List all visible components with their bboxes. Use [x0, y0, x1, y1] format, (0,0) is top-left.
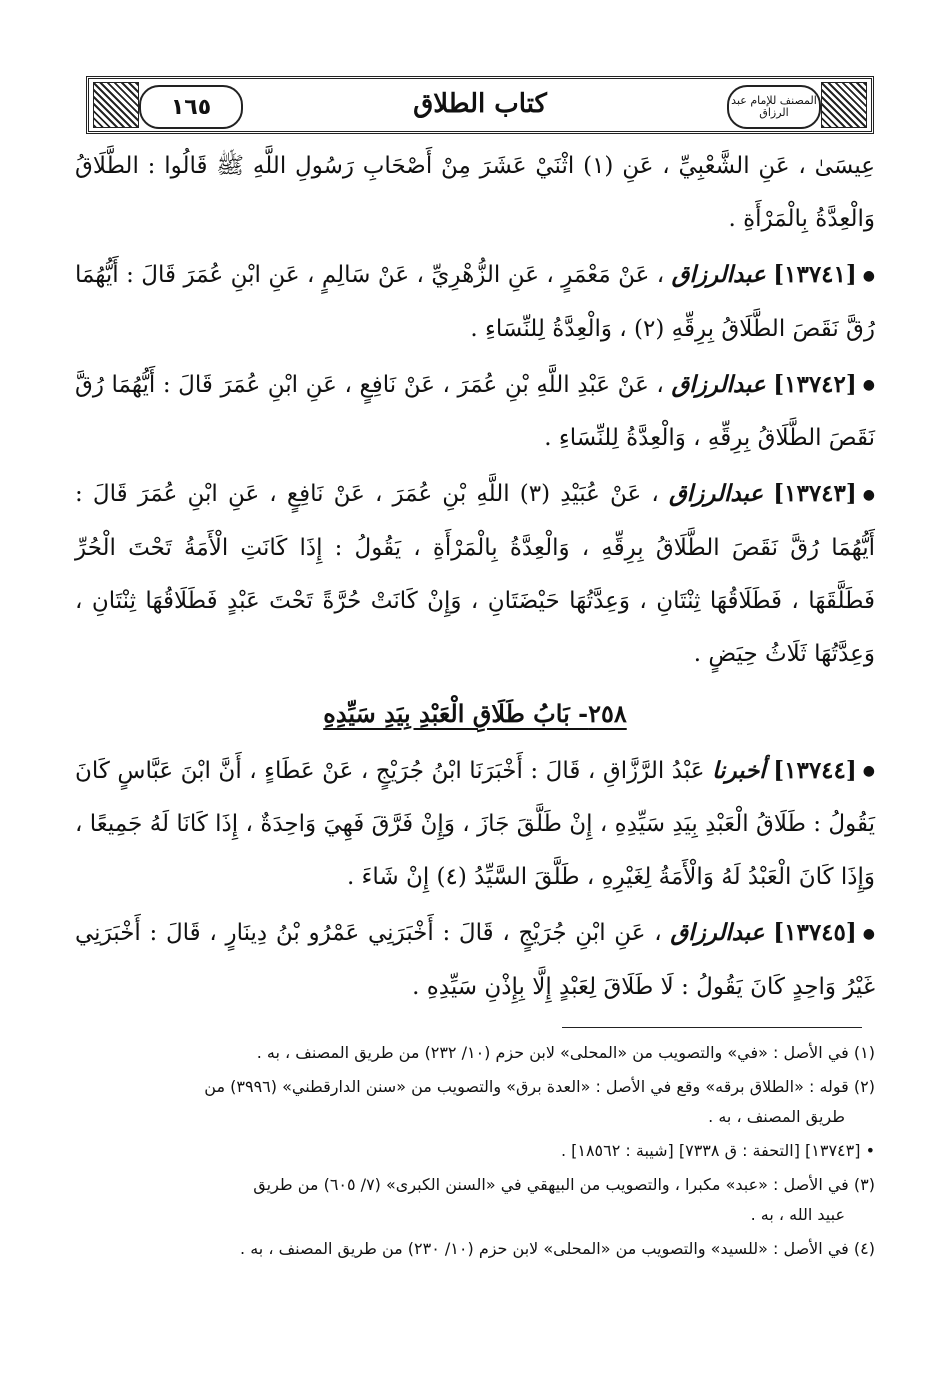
footnote-text: (٤) في الأصل : «للسيد» والتصويب من «المحلى» لابن حزم (١٠/ ٢٣٠) من طريق المصنف ، به .: [240, 1239, 875, 1258]
intro-paragraph: عِيسَىٰ ، عَنِ الشَّعْبِيِّ ، عَنِ (١) اثْنَيْ عَشَرَ مِنْ أَصْحَابِ رَسُولِ اللَّهِ ﷺ قَالُوا : الطَّلَاقُ وَالْعِدَّةُ بِالْمَرْأَةِ .: [75, 153, 875, 232]
section-title: ٢٥٨- بَابُ طَلَاقِ الْعَبْدِ بِيَدِ سَيِّدِهِ: [323, 698, 627, 728]
hadith-text: ، عَنْ عُبَيْدِ (٣) اللَّهِ بْنِ عُمَرَ ، عَنْ نَافِعٍ ، عَنِ ابْنِ عُمَرَ قَالَ : أَيُّهُمَا رُقَّ نَقَصَ الطَّلَاقُ بِرِقِّهِ ، وَالْعِدَّةُ بِالْمَرْأَةِ ، يَقُولُ : إِذَا كَانَتِ الْأَمَةُ تَحْتَ الْحُرِّ فَطَلَّقَهَا ، فَطَلَاقُهَا ثِنْتَانِ ، وَعِدَّتُهَا حَيْضَتَانِ ، وَإِنْ كَانَتْ حُرَّةً تَحْتَ عَبْدٍ فَطَلَاقُهَا ثِنْتَانِ ، وَعِدَّتُهَا ثَلَاثُ حِيَضٍ .: [75, 481, 875, 667]
footnotes: [80, 1038, 875, 1268]
hadith-13742: [75, 358, 875, 466]
footnote-2: [80, 1072, 875, 1132]
hadith-13744: [75, 744, 875, 905]
footnote-text: (٣) في الأصل : «عبد» مكبرا ، والتصويب من البيهقي في «السنن الكبرى» (٧/ ٦٠٥) من طريق: [253, 1175, 875, 1194]
bullet-icon: ●: [862, 377, 875, 393]
publisher-logo: المصنف للإمام عبد الرزاق: [727, 85, 821, 129]
footnote-continuation: عبيد الله ، به .: [750, 1205, 845, 1224]
footnote-text: • [١٣٧٤٣] [التحفة : ق ٧٣٣٨] [شيبة : ١٨٥٦٢] .: [560, 1141, 875, 1160]
main-text: [75, 140, 875, 1016]
footnote-divider: [562, 1027, 862, 1028]
footnote-text: (٢) قوله : «الطلاق برقه» وقع في الأصل : «العدة برق» والتصويب من «سنن الدارقطني» (٣٩٩٦) من: [204, 1077, 875, 1096]
hadith-number: [١٣٧٤٥]: [773, 919, 857, 946]
bullet-icon: ●: [862, 763, 875, 779]
page-header: [86, 76, 874, 134]
hadith-13743: [75, 467, 875, 681]
hadith-number: [١٣٧٤٢]: [773, 370, 857, 398]
hadith-text: ، عَنْ مَعْمَرٍ ، عَنِ الزُّهْرِيِّ ، عَنْ سَالِمٍ ، عَنِ ابْنِ عُمَرَ قَالَ : أَيُّهُمَا رُقَّ نَقَصَ الطَّلَاقُ بِرِقِّهِ (٢) ، وَالْعِدَّةُ لِلنِّسَاءِ .: [75, 262, 875, 342]
hadith-author: عبدالرزاق: [671, 261, 766, 288]
hadith-text: ، عَنِ ابْنِ جُرَيْجٍ ، قَالَ : أَخْبَرَنِي عَمْرُو بْنُ دِينَارٍ ، قَالَ : أَخْبَرَنِي غَيْرُ وَاحِدٍ كَانَ يَقُولُ : لَا طَلَاقَ لِعَبْدٍ إِلَّا بِإِذْنِ سَيِّدِهِ .: [75, 920, 875, 1000]
hadith-13741: [75, 248, 875, 356]
hadith-number: [١٣٧٤٤]: [773, 756, 857, 784]
hadith-author: عبدالرزاق: [668, 480, 764, 507]
bullet-icon: ●: [862, 267, 875, 284]
hadith-number: [١٣٧٤١]: [773, 261, 857, 288]
hadith-text: ، عَنْ عَبْدِ اللَّهِ بْنِ عُمَرَ ، عَنْ نَافِعٍ ، عَنِ ابْنِ عُمَرَ قَالَ : أَيُّهُمَا رُقَّ نَقَصَ الطَّلَاقُ بِرِقِّهِ ، وَالْعِدَّةُ لِلنِّسَاءِ .: [75, 371, 875, 451]
footnote-3: [80, 1170, 875, 1230]
page-number: ١٦٥: [139, 85, 243, 129]
footnote-1: [80, 1038, 875, 1068]
book-title: كتاب الطلاق: [413, 89, 547, 119]
hadith-author: عبدالرزاق: [670, 919, 765, 946]
bullet-icon: ●: [862, 925, 876, 942]
hadith-author: عبدالرزاق: [671, 370, 766, 398]
footnote-4: [80, 1234, 875, 1264]
hadith-text: عَبْدُ الرَّزَّاقِ ، قَالَ : أَخْبَرَنَا ابْنُ جُرَيْجٍ ، عَنْ عَطَاءٍ ، أَنَّ ابْنَ عَبَّاسٍ كَانَ يَقُولُ : طَلَاقُ الْعَبْدِ بِيَدِ سَيِّدِهِ ، إِنْ طَلَّقَ جَازَ ، وَإِنْ فَرَّقَ فَهِيَ وَاحِدَةٌ ، إِذَا كَانَا لَهُ جَمِيعًا ، وَإِذَا كَانَ الْعَبْدُ لَهُ وَالْأَمَةُ لِغَيْرِهِ ، طَلَّقَ السَّيِّدُ (٤) إِنْ شَاءَ .: [75, 757, 875, 890]
hadith-13745: [75, 906, 875, 1014]
hadith-number: [١٣٧٤٣]: [773, 480, 857, 507]
footnote-takhrij: [80, 1136, 875, 1166]
footnote-text: (١) في الأصل : «في» والتصويب من «المحلى» لابن حزم (١٠/ ٢٣٢) من طريق المصنف ، به .: [256, 1043, 875, 1062]
footnote-continuation: طريق المصنف ، به .: [708, 1107, 845, 1126]
bullet-icon: ●: [862, 486, 876, 503]
hadith-author: أخبرنا: [712, 756, 766, 784]
